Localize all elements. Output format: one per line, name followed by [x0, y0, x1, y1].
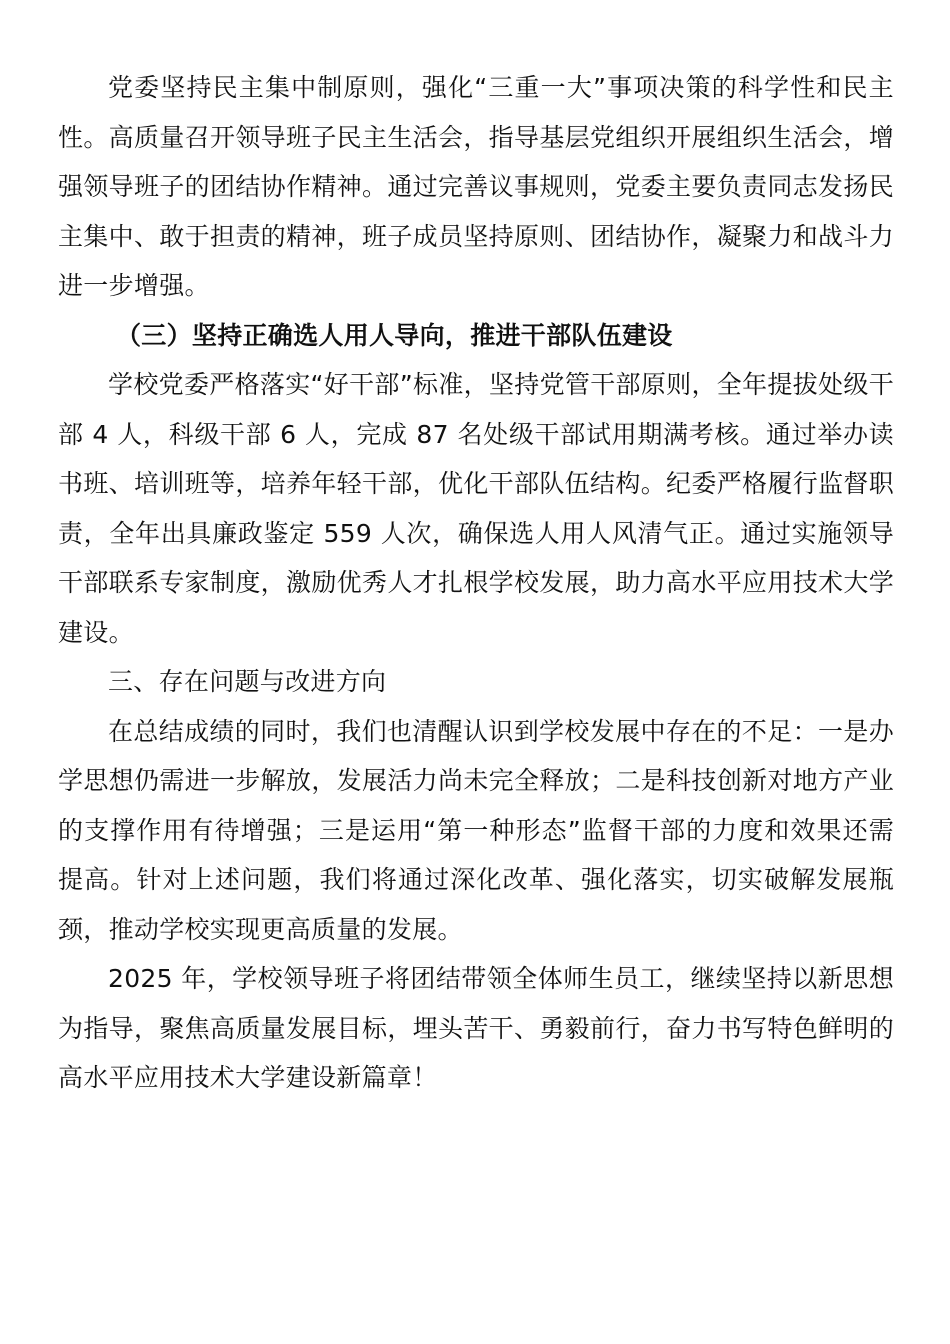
paragraph-cadre-selection: 学校党委严格落实“好干部”标准，坚持党管干部原则，全年提拔处级干部 4 人，科级干部 6 人，完成 87 名处级干部试用期满考核。通过举办读书班、培训班等，培养年轻干部，优化干部队伍结构。纪委严格履行监督职责，全年出具廉政鉴定 559 人次，确保选人用人风清气正。通过实施领导干部联系专家制度，激励优秀人才扎根学校发展，助力高水平应用技术大学建设。	[58, 370, 894, 647]
paragraph-outlook-2025: 2025 年，学校领导班子将团结带领全体师生员工，继续坚持以新思想为指导，聚焦高质量发展目标，埋头苦干、勇毅前行，奋力书写特色鲜明的高水平应用技术大学建设新篇章！	[58, 964, 894, 1092]
section-heading-problems: 三、存在问题与改进方向	[108, 667, 387, 696]
document-page	[58, 63, 894, 1103]
section-heading-cadre-selection: （三）坚持正确选人用人导向，推进干部队伍建设	[116, 320, 673, 350]
paragraph-democratic-centralism: 党委坚持民主集中制原则，强化“三重一大”事项决策的科学性和民主性。高质量召开领导班子民主生活会，指导基层党组织开展组织生活会，增强领导班子的团结协作精神。通过完善议事规则，党委主要负责同志发扬民主集中、敢于担责的精神，班子成员坚持原则、团结协作，凝聚力和战斗力进一步增强。	[58, 73, 894, 300]
paragraph-problems: 在总结成绩的同时，我们也清醒认识到学校发展中存在的不足：一是办学思想仍需进一步解放，发展活力尚未完全释放；二是科技创新对地方产业的支撑作用有待增强；三是运用“第一种形态”监督干部的力度和效果还需提高。针对上述问题，我们将通过深化改革、强化落实，切实破解发展瓶颈，推动学校实现更高质量的发展。	[58, 716, 894, 944]
